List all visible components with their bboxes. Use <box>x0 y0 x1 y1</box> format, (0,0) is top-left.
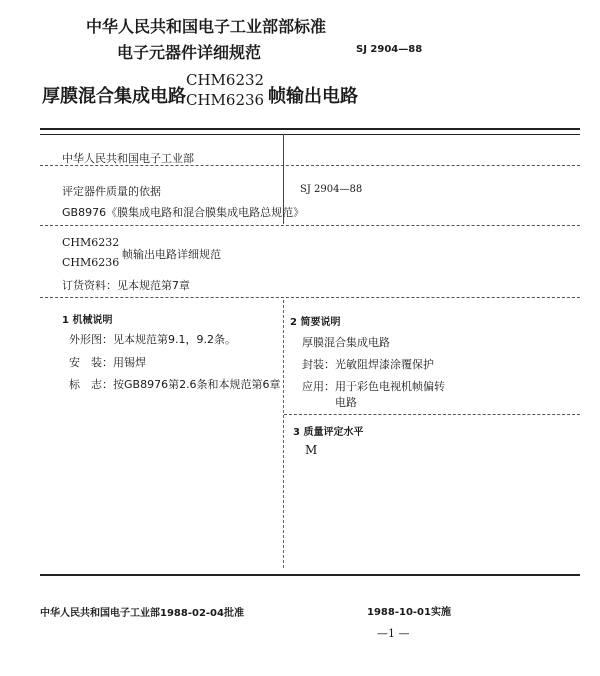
mounting-text: 安 装：用锡焊 <box>69 356 146 369</box>
model-a-label: CHM6232 <box>62 236 120 249</box>
standard-code: SJ 2904—88 <box>356 44 423 55</box>
section-2-heading: 2 简要说明 <box>290 317 341 328</box>
basis-document: GB8976《膜集成电路和混合膜集成电路总规范》 <box>62 206 305 219</box>
row-divider-2 <box>40 225 580 226</box>
page-number: —1 — <box>377 627 410 640</box>
section-3-divider <box>284 414 580 415</box>
bottom-rule <box>40 574 580 576</box>
application-text-1: 应用：用于彩色电视机帧偏转 <box>302 380 445 393</box>
standard-org-line: 中华人民共和国电子工业部部标准 <box>86 17 327 36</box>
lower-center-divider <box>283 300 284 568</box>
row-divider-3 <box>40 297 580 298</box>
application-text-2: 电路 <box>335 396 357 409</box>
spec-name: 帧输出电路详细规范 <box>122 248 221 261</box>
basis-label: 评定器件质量的依据 <box>62 185 161 198</box>
code-reference: SJ 2904—88 <box>300 184 363 195</box>
top-rule-1 <box>40 128 580 130</box>
brief-description: 厚膜混合集成电路 <box>302 336 390 349</box>
effective-date: 1988-10-01实施 <box>367 607 451 618</box>
page-title-model-a: CHM6232 <box>186 71 265 89</box>
page-title-suffix: 帧输出电路 <box>268 86 358 107</box>
section-1-heading: 1 机械说明 <box>62 315 113 326</box>
quality-level: M <box>305 443 318 457</box>
issuer-label: 中华人民共和国电子工业部 <box>62 152 194 165</box>
page-title-model-b: CHM6236 <box>186 91 265 109</box>
approval-line: 中华人民共和国电子工业部1988-02-04批准 <box>40 608 244 619</box>
page-title-prefix: 厚膜混合集成电路 <box>42 86 186 107</box>
section-3-heading: 3 质量评定水平 <box>293 427 364 438</box>
document-type: 电子元器件详细规范 <box>117 43 262 62</box>
outline-drawing-text: 外形图：见本规范第9.1，9.2条。 <box>69 333 236 346</box>
order-info: 订货资料：见本规范第7章 <box>62 279 190 292</box>
marking-text: 标 志：按GB8976第2.6条和本规范第6章 <box>69 378 281 391</box>
top-rule-2 <box>40 134 580 135</box>
sealing-text: 封装：光敏阻焊漆涂覆保护 <box>302 358 434 371</box>
model-b-label: CHM6236 <box>62 256 120 269</box>
